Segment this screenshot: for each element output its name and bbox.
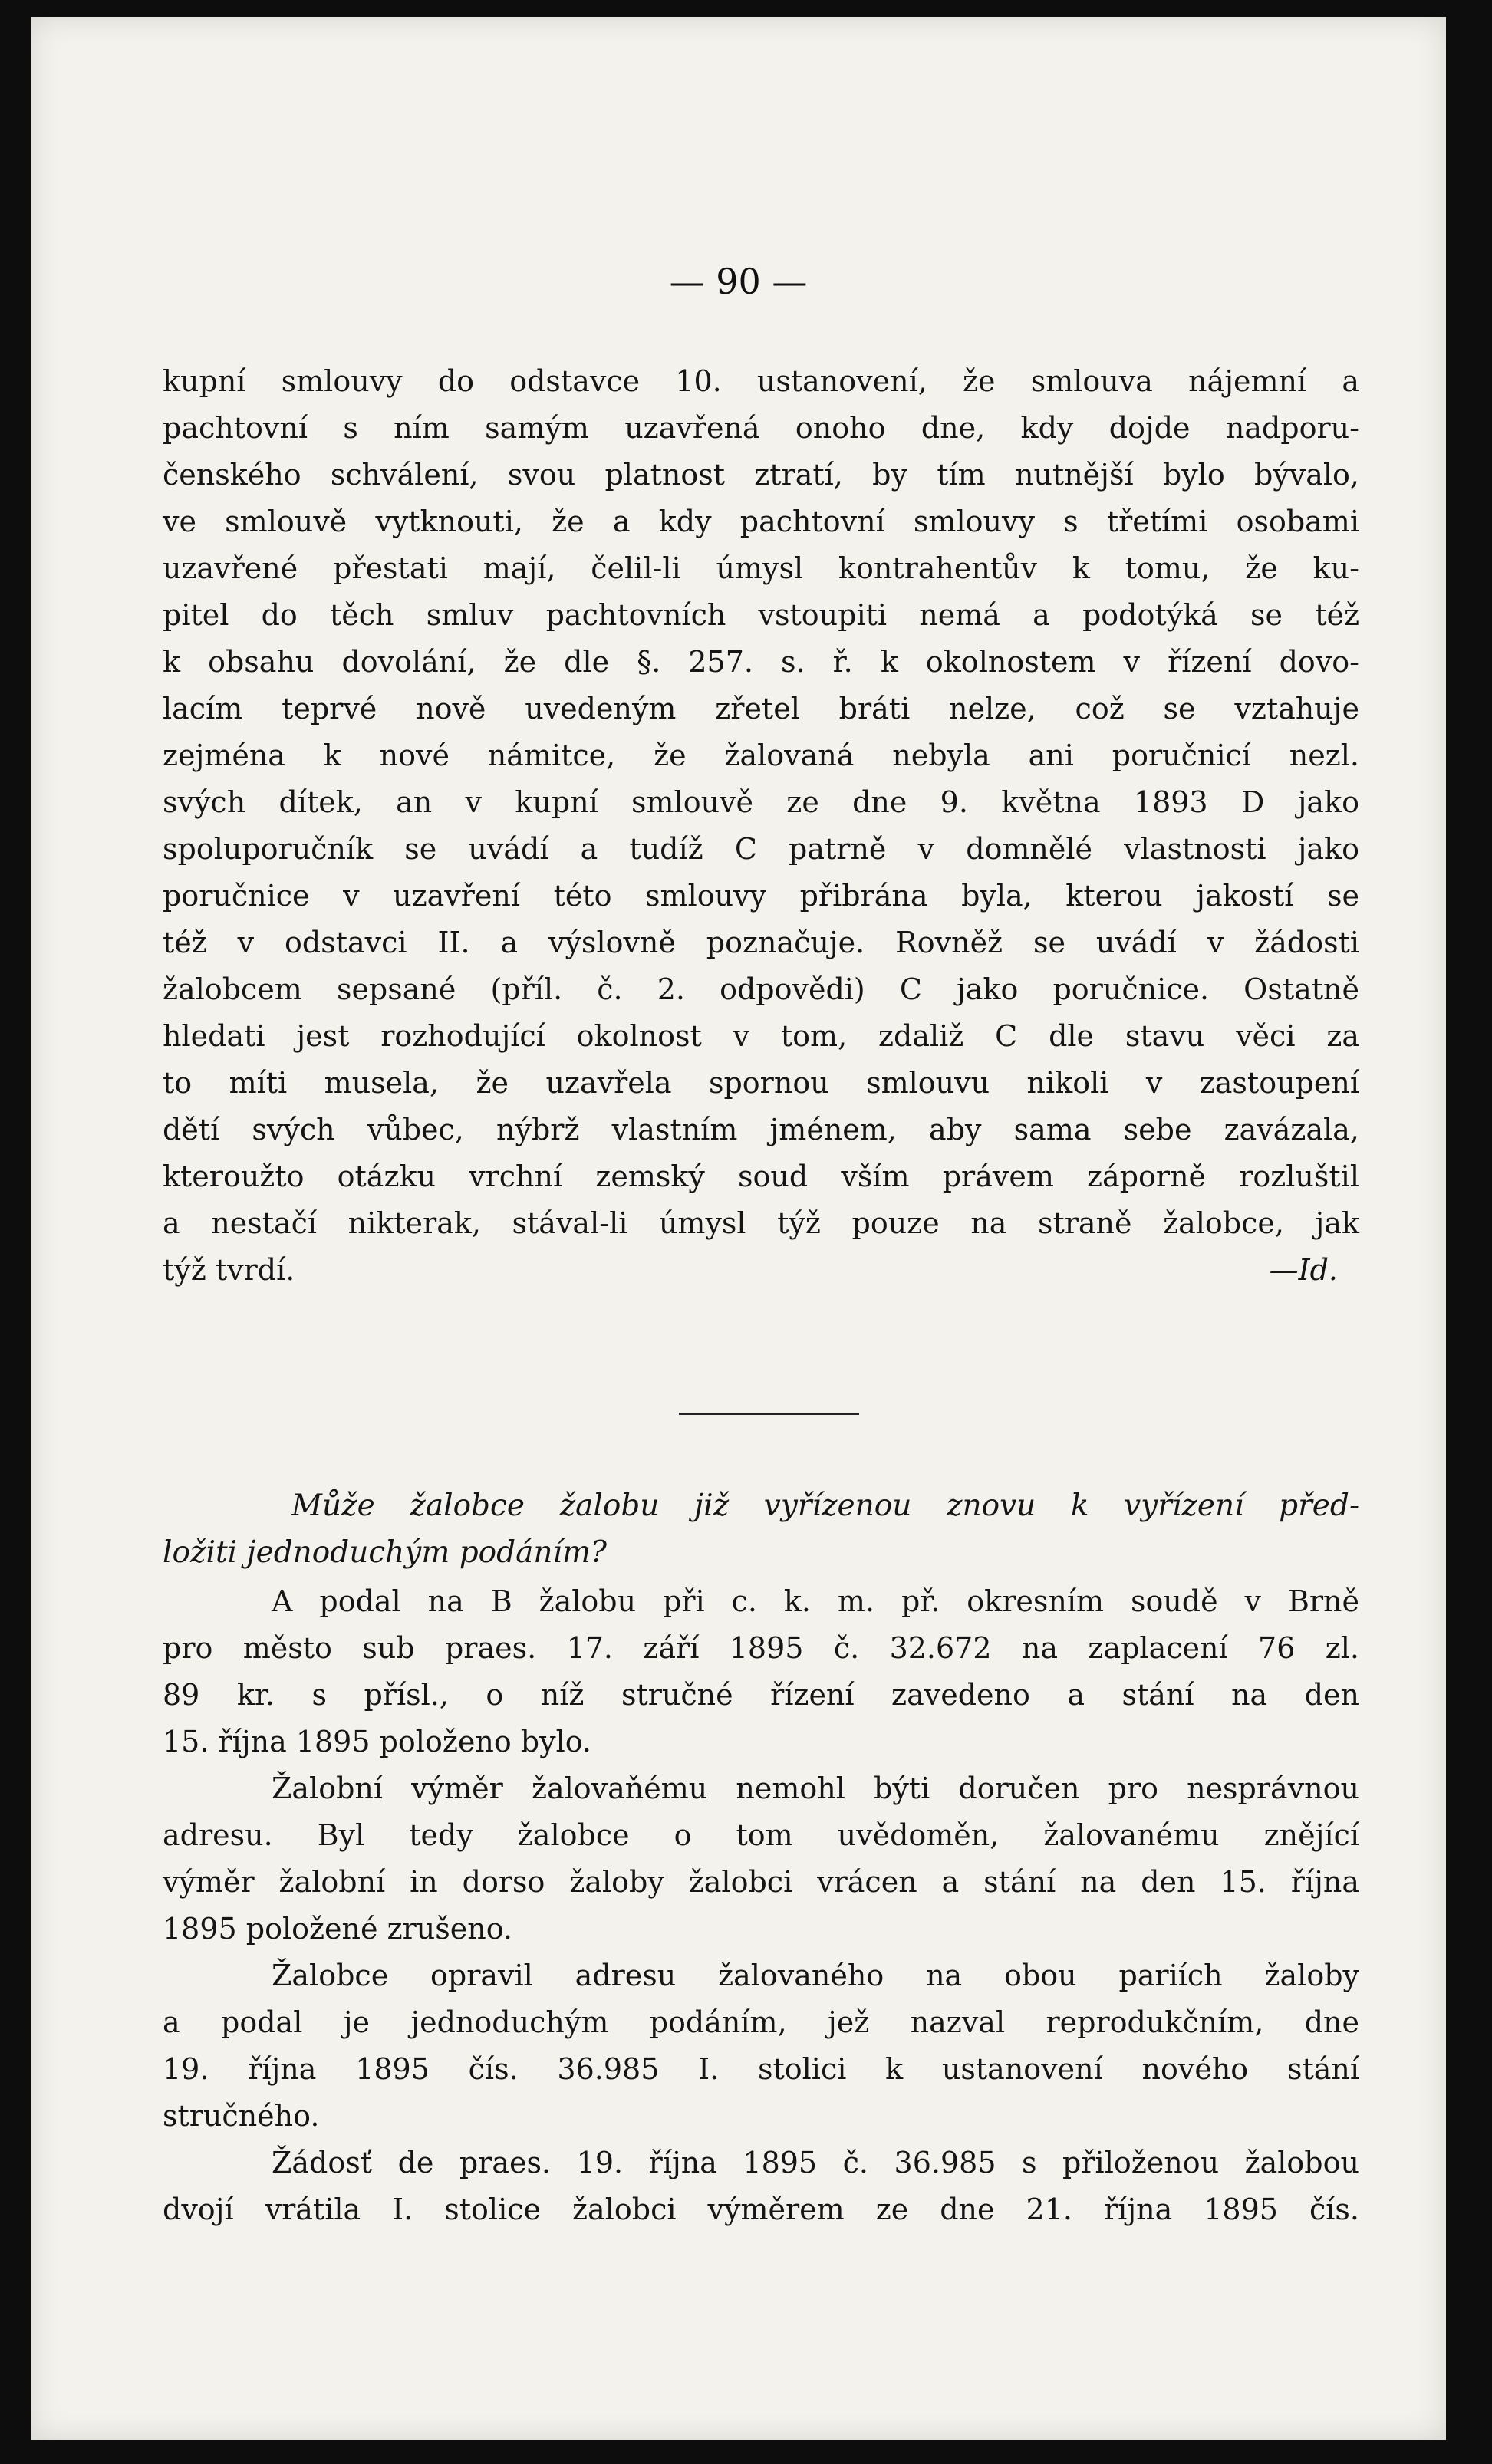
text-line: výměr žalobní in dorso žaloby žalobci vrácen a stání na den 15. října bbox=[163, 1865, 1359, 1899]
text-line: 89 kr. s přísl., o níž stručné řízení zavedeno a stání na den bbox=[163, 1678, 1359, 1712]
text-line: A podal na B žalobu při c. k. m. př. okresním soudě v Brně bbox=[272, 1584, 1359, 1618]
author-signature: —Id. bbox=[1269, 1253, 1338, 1287]
text-line: pitel do těch smluv pachtovních vstoupiti nemá a podotýká se též bbox=[163, 598, 1359, 632]
text-line: a podal je jednoduchým podáním, jež nazval reprodukčním, dne bbox=[163, 2005, 1359, 2039]
text-line: pachtovní s ním samým uzavřená onoho dne, kdy dojde nadporu- bbox=[163, 411, 1359, 445]
text-line: Žalobní výměr žalovaňému nemohl býti doručen pro nesprávnou bbox=[272, 1772, 1359, 1805]
text-line: pro město sub praes. 17. září 1895 č. 32.672 na zaplacení 76 zl. bbox=[163, 1631, 1359, 1665]
text-line: stručného. bbox=[163, 2099, 320, 2133]
text-line: k obsahu dovolání, že dle §. 257. s. ř. k okolnostem v řízení dovo- bbox=[163, 645, 1359, 679]
text-line: lacím teprvé nově uvedeným zřetel bráti nelze, což se vztahuje bbox=[163, 692, 1359, 725]
closing-line bbox=[163, 1247, 1359, 1294]
text-line: ve smlouvě vytknouti, že a kdy pachtovní smlouvy s třetími osobami bbox=[163, 505, 1359, 538]
text-line: hledati jest rozhodující okolnost v tom, zdaliž C dle stavu věci za bbox=[163, 1019, 1359, 1053]
text-line: 15. října 1895 položeno bylo. bbox=[163, 1725, 592, 1758]
text-line: a nestačí nikterak, stával-li úmysl týž pouze na straně žalobce, jak bbox=[163, 1206, 1359, 1240]
text-line: čenského schválení, svou platnost ztratí, by tím nutnější bylo bývalo, bbox=[163, 458, 1359, 492]
document-page bbox=[31, 17, 1446, 2440]
text-line: též v odstavci II. a výslovně poznačuje. Rovněž se uvádí v žádosti bbox=[163, 926, 1359, 959]
text-line: poručnice v uzavření této smlouvy přibrána byla, kterou jakostí se bbox=[163, 879, 1359, 913]
text-line: kteroužto otázku vrchní zemský soud vším právem záporně rozluštil bbox=[163, 1160, 1359, 1193]
text-line: Žalobce opravil adresu žalovaného na obou pariích žaloby bbox=[272, 1959, 1359, 1992]
text-line: to míti musela, že uzavřela spornou smlouvu nikoli v zastoupení bbox=[163, 1066, 1359, 1100]
section-question bbox=[163, 1482, 1359, 1575]
question-line: Může žalobce žalobu již vyřízenou znovu k vyřízení před- bbox=[291, 1489, 1359, 1523]
text-line: uzavřené přestati mají, čelil-li úmysl kontrahentův k tomu, že ku- bbox=[163, 551, 1359, 585]
text-line: svých dítek, an v kupní smlouvě ze dne 9. května 1893 D jako bbox=[163, 785, 1359, 819]
paragraph-continued bbox=[163, 358, 1359, 1294]
question-line: ložiti jednoduchým podáním? bbox=[163, 1535, 607, 1570]
text-line: žalobcem sepsané (příl. č. 2. odpovědi) C jako poručnice. Ostatně bbox=[163, 972, 1359, 1006]
text-line: dvojí vrátila I. stolice žalobci výměrem ze dne 21. října 1895 čís. bbox=[163, 2193, 1359, 2226]
text-line: 1895 položené zrušeno. bbox=[163, 1912, 512, 1946]
text-line: kupní smlouvy do odstavce 10. ustanovení, že smlouva nájemní a bbox=[163, 364, 1359, 398]
page-number: — 90 — bbox=[669, 261, 808, 302]
text-line: spoluporučník se uvádí a tudíž C patrně v domnělé vlastnosti jako bbox=[163, 832, 1359, 866]
section-divider bbox=[679, 1413, 859, 1415]
text-line: Žádosť de praes. 19. října 1895 č. 36.985 s přiloženou žalobou bbox=[272, 2146, 1359, 2179]
text-line: týž tvrdí. bbox=[163, 1253, 295, 1287]
section-body bbox=[163, 1578, 1359, 2233]
text-line: zejména k nové námitce, že žalovaná nebyla ani poručnicí nezl. bbox=[163, 739, 1359, 772]
text-line: dětí svých vůbec, nýbrž vlastním jménem, aby sama sebe zavázala, bbox=[163, 1113, 1359, 1146]
text-line: 19. října 1895 čís. 36.985 I. stolici k ustanovení nového stání bbox=[163, 2052, 1359, 2086]
text-line: adresu. Byl tedy žalobce o tom uvědoměn, žalovanému znějící bbox=[163, 1818, 1359, 1852]
